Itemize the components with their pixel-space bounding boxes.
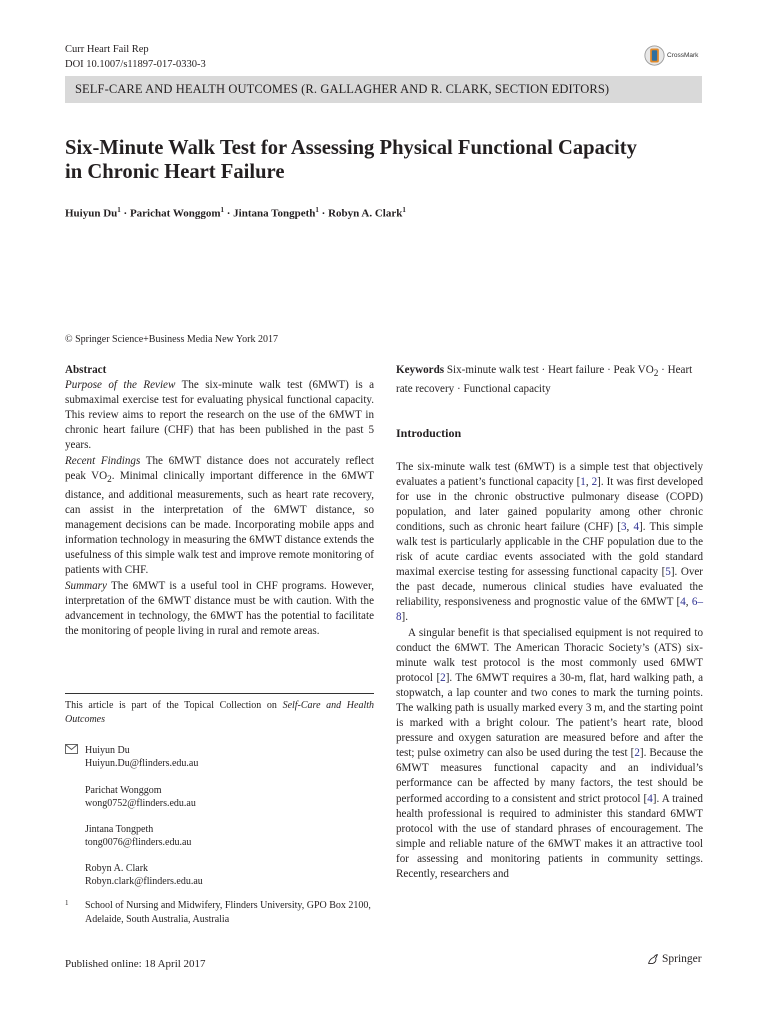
contact-entry [85, 784, 196, 810]
journal-name: Curr Heart Fail Rep [65, 44, 149, 55]
author-name[interactable]: Jintana Tongpeth [233, 207, 316, 220]
author-affiliation-mark: 1 [220, 206, 224, 214]
contact-entry [85, 862, 203, 888]
author-list: Huiyun $Du^1$ · Parichat Wonggom$^1$ · Jintana Tongpeth$^1$ · Robyn A. Clark$^1$ [65, 206, 406, 220]
purpose-text: The six-minute walk test (6MWT) is a submaximal exercise test for evaluating physical functional capacity. This review aims to report the research on the use of the 6MWT in chronic heart failure (CHF) that has been published in the past 5 years. [65, 379, 374, 452]
findings-text-b: . Minimal clinically important difference in the 6MWT distance, and additional measurements, such as heart rate recovery, can assist in the interpretation of the 6MWT distance, so management decisions can be made. Incorporating mobile apps and information technology in measuring the 6MWT distance extends the usefulness of this simple walk test and improve remote monitoring of patients with CHF. [65, 469, 374, 577]
abstract-column [65, 363, 374, 639]
citation-link[interactable]: 4 [633, 520, 640, 533]
citation-link[interactable]: 1 [580, 475, 586, 488]
citation-link[interactable]: 5 [665, 566, 671, 579]
citation-link[interactable]: 2 [440, 671, 446, 684]
summary-text: The 6MWT is a useful tool in CHF programs. However, interpretation of the 6MWT distance must be with caution. With the advancement in technology, the 6MWT has the potential to facilitate the monitoring of people living in rural and remote areas. [65, 579, 374, 637]
journal-doi[interactable]: DOI 10.1007/s11897-017-0330-3 [65, 59, 206, 70]
contact-name: Jintana Tongpeth [85, 824, 154, 835]
affiliation-text: School of Nursing and Midwifery, Flinders University, GPO Box 2100, Adelaide, South Australia, Australia [85, 900, 371, 925]
citation-link[interactable]: 2 [634, 747, 640, 760]
author-name[interactable]: Huiyun Du [65, 207, 118, 220]
abstract-heading: Abstract [65, 364, 107, 376]
introduction-heading: Introduction [396, 426, 462, 441]
contact-entry [85, 744, 198, 770]
body-column [396, 363, 703, 882]
findings-text-a: The 6MWT distance does not accurately reflect peak VO [65, 454, 374, 482]
contact-name: Huiyun Du [85, 745, 130, 756]
citation-link[interactable]: 3 [620, 520, 627, 533]
citation-link[interactable]: 2 [591, 475, 598, 488]
author-name[interactable]: Robyn A. Clark [328, 207, 403, 220]
citation-link[interactable]: 4 [647, 792, 653, 805]
findings-subscript: 2 [107, 474, 112, 485]
journal-header [65, 42, 206, 72]
citation-link[interactable]: 6–8 [396, 596, 703, 624]
keyword: Heart rate recovery [396, 364, 693, 396]
article-title [65, 136, 705, 184]
author-affiliation-mark: 1 [117, 206, 121, 214]
topical-collection-link[interactable]: Self-Care and Health Outcomes [65, 700, 375, 725]
crossmark-badge[interactable] [644, 43, 712, 67]
summary-label: Summary [65, 579, 107, 592]
springer-horse-icon [646, 952, 660, 966]
keyword: Six-minute walk test [446, 364, 539, 376]
published-date: Published online: 18 April 2017 [65, 958, 206, 970]
contact-name: Robyn A. Clark [85, 863, 149, 874]
keyword: Functional capacity [463, 383, 551, 396]
findings-label: Recent Findings [65, 454, 141, 467]
purpose-label: Purpose of the Review [65, 379, 176, 392]
title-line-1: Six-Minute Walk Test for Assessing Physical Functional Capacity [65, 137, 637, 159]
keywords: Keywords Six-minute walk test · Heart failure · Peak $VO_2$ · Heart rate recovery · Functional capacity [396, 364, 693, 396]
abstract-findings [65, 454, 374, 579]
copyright-notice: © Springer Science+Business Media New York 2017 [65, 334, 278, 345]
intro-paragraph-2: A singular benefit is that specialised equipment is not required to conduct the 6MWT. The American Thoracic Society’s (ATS) six-minute walk test protocol is the most commonly used 6MWT protocol [2]. The 6MWT requires a 30-m, flat, hard walking path, a stopwatch, a lap counter and two cones to mark the turning points. The walking path is usually marked every 3 m, and the starting point is marked with a bright colour. The patient’s heart rate, blood pressure and oxygen saturation are measured before and after the test; pulse oximetry can also be used during the test [2]. Because the 6MWT measures functional capacity and an individual’s performance can be affected by many factors, the test should be performed according to a consistent and strict protocol [4]. A trained health professional is required to administer this standard 6MWT protocol with the use of standard phrases of encouragement. The simple and reliable nature of the 6MWT makes it an attractive tool for assessing and monitoring patients in community settings. Recently, researchers and [396, 626, 703, 881]
publisher-name: Springer [662, 953, 702, 965]
intro-paragraph-1: The six-minute walk test (6MWT) is a simple test that objectively evaluates a patient’s functional capacity [1, 2]. It was first developed for use in the chronic obstructive pulmonary disease (COPD) population, and later gained popularity among other chronic conditions, such as chronic heart failure (CHF) [3, 4]. This simple walk test is particularly applicable in the CHF population due to the risk of acute cardiac events associated with the gold standard maximal exercise testing for assessing functional capacity [5]. Over the past decade, numerous clinical studies have evaluated the reliability, responsiveness and prognostic value of the 6MWT [4, 6–8]. [396, 460, 703, 624]
contact-entry [85, 823, 191, 849]
keyword: Heart failure [547, 364, 605, 376]
crossmark-icon [644, 45, 665, 66]
abstract-purpose [65, 378, 374, 453]
publisher-logo [646, 952, 702, 966]
keyword: Peak VO [613, 364, 654, 376]
keywords-label: Keywords [396, 364, 445, 376]
contact-email[interactable]: tong0076@flinders.edu.au [85, 837, 192, 848]
author-affiliation-mark: 1 [315, 206, 319, 214]
contact-email[interactable]: Robyn.clark@flinders.edu.au [85, 876, 203, 887]
topical-prefix: This article is part of the Topical Collection on [65, 700, 283, 711]
contact-name: Parichat Wonggom [85, 785, 162, 796]
footnote-divider [65, 693, 374, 694]
title-line-2: in Chronic Heart Failure [65, 161, 285, 183]
keyword-subscript: 2 [653, 369, 659, 380]
abstract-summary [65, 579, 374, 639]
author-name[interactable]: Parichat Wonggom [129, 207, 221, 220]
envelope-icon [65, 744, 78, 754]
crossmark-label: CrossMark [667, 51, 699, 59]
citation-link[interactable]: 4 [680, 596, 686, 609]
contact-email[interactable]: Huiyun.Du@flinders.edu.au [85, 758, 199, 769]
affiliation-number: 1 [65, 899, 69, 907]
section-banner: SELF-CARE AND HEALTH OUTCOMES (R. GALLAGHER AND R. CLARK, SECTION EDITORS) [65, 76, 702, 103]
contact-email[interactable]: wong0752@flinders.edu.au [85, 798, 196, 809]
topical-collection-note [65, 699, 374, 727]
author-affiliation-mark: 1 [402, 206, 406, 214]
